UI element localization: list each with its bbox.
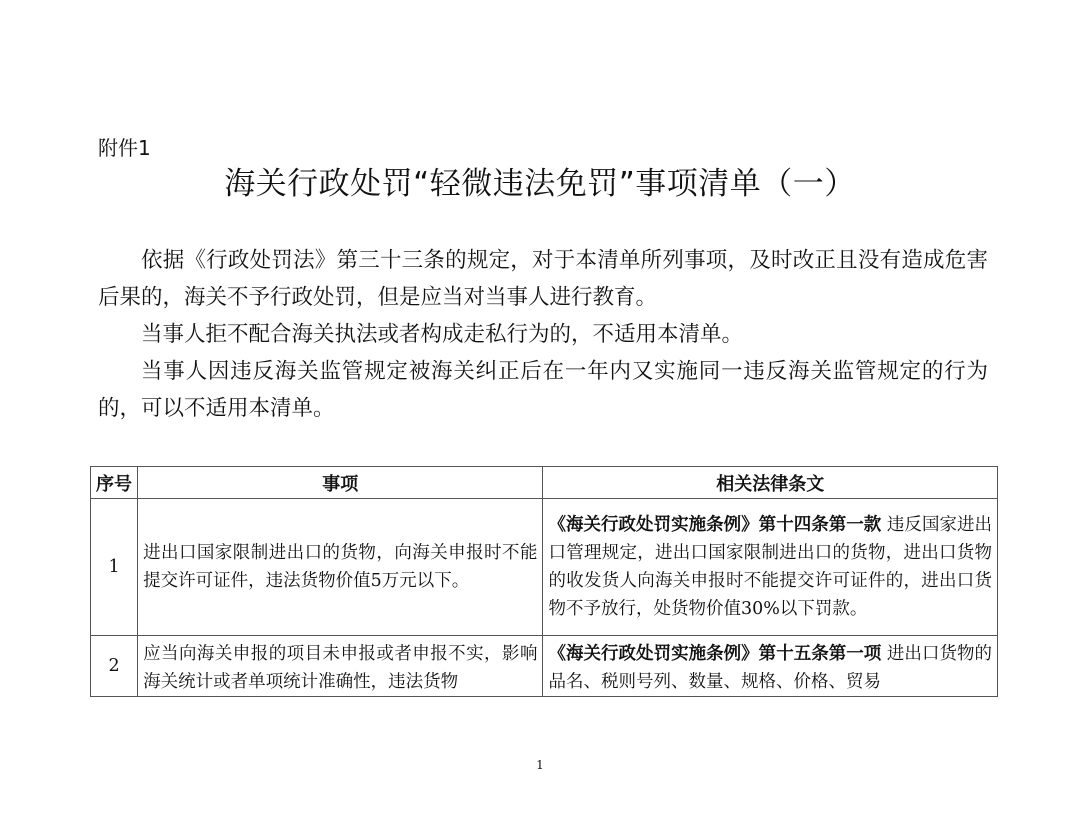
law-text: 进出口货物的品名、税则号列、数量、规格、价格、贸易 [548,644,992,692]
table-row [91,499,998,636]
row-item: 进出口国家限制进出口的货物，向海关申报时不能提交许可证件，违法货物价值5万元以下。 [138,499,543,636]
row-number: 2 [91,636,138,697]
paragraph-legal-basis: 依据《行政处罚法》第三十三条的规定，对于本清单所列事项，及时改正且没有造成危害后果的，海关不予行政处罚，但是应当对当事人进行教育。 [98,248,988,310]
header-law: 相关法律条文 [543,467,998,499]
row-number: 1 [91,499,138,636]
items-table [90,466,998,697]
table-row [91,636,998,697]
paragraph-exclusion: 当事人拒不配合海关执法或者构成走私行为的，不适用本清单。 [141,322,744,347]
law-text: 违反国家进出口管理规定，进出口国家限制进出口的货物，进出口货物的收发货人向海关申报时不能提交许可证件的，进出口货物不予放行，处货物价值30%以下罚款。 [548,515,992,619]
row-item: 应当向海关申报的项目未申报或者申报不实，影响海关统计或者单项统计准确性，违法货物 [138,636,543,697]
law-reference: 《海关行政处罚实施条例》第十五条第一项 [548,644,882,664]
law-reference: 《海关行政处罚实施条例》第十四条第一款 [548,515,882,535]
paragraph-repeat-violation: 当事人因违反海关监管规定被海关纠正后在一年内又实施同一违反海关监管规定的行为的，可以不适用本清单。 [98,359,988,421]
attachment-label: 附件1 [98,136,151,160]
row-law [543,499,998,636]
table-header-row [91,467,998,499]
page-number: 1 [536,758,544,772]
row-law [543,636,998,697]
header-number: 序号 [91,467,138,499]
header-item: 事项 [138,467,543,499]
document-title: 海关行政处罚“轻微违法免罚”事项清单（一） [224,166,856,202]
